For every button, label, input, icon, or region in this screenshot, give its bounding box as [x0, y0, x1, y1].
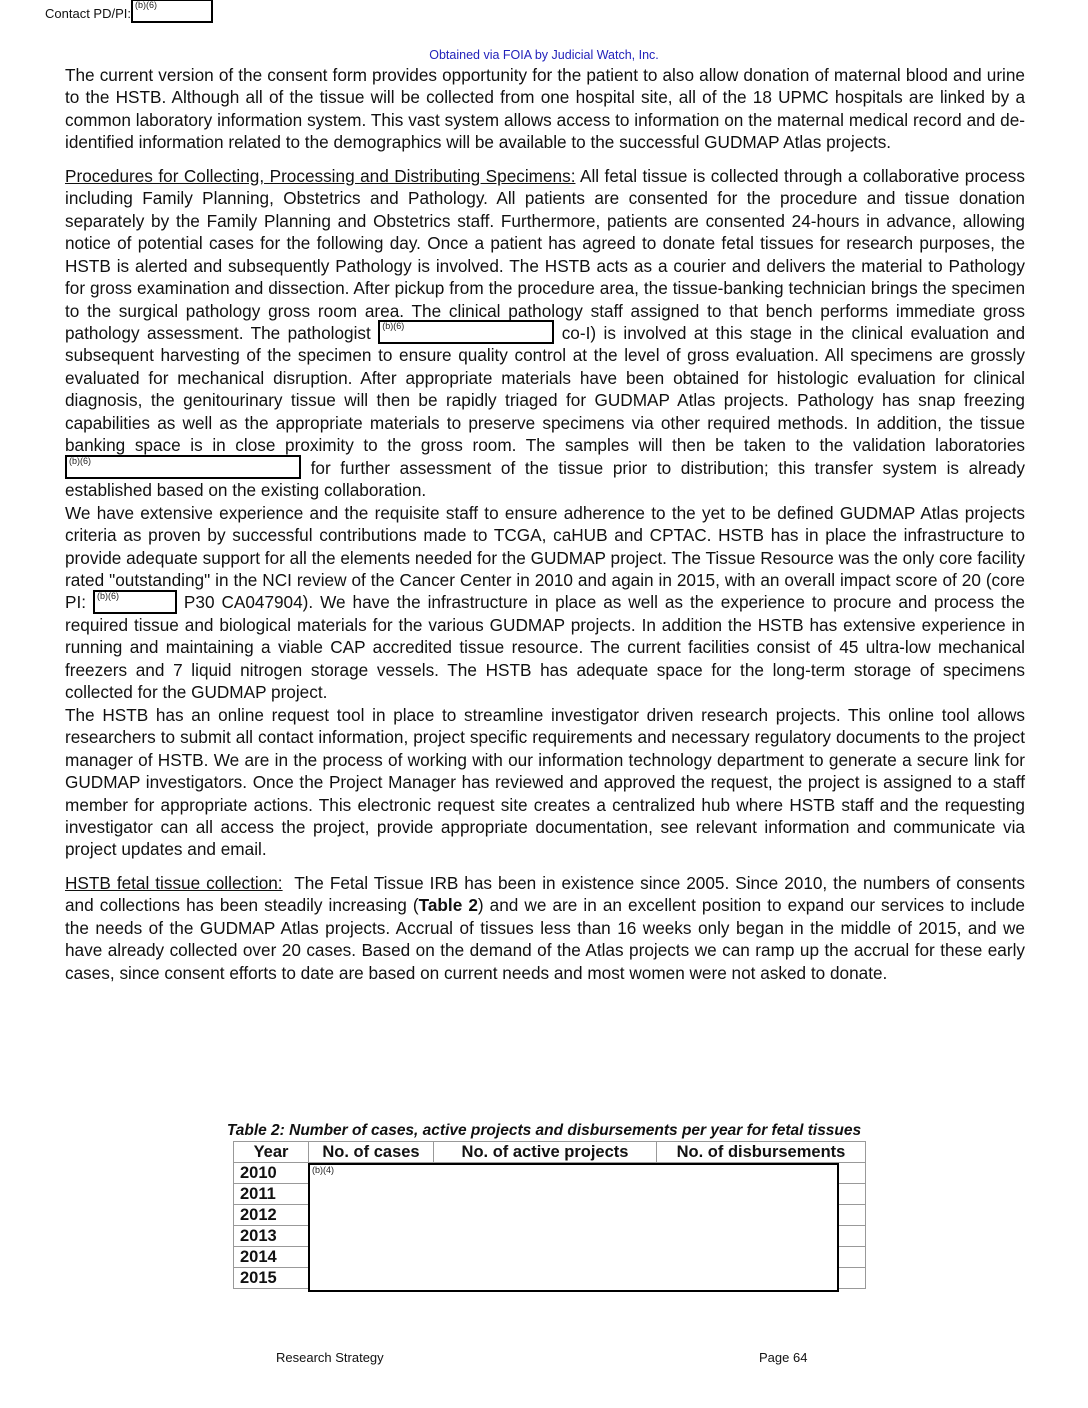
- year-cell: 2015: [234, 1268, 309, 1289]
- paragraph-experience: [65, 502, 1025, 704]
- table-caption: Table 2: Number of cases, active projects and disbursements per year for fetal tissues: [226, 1122, 862, 1139]
- paragraph-online-tool: The HSTB has an online request tool in place to streamline investigator driven research projects. This online tool allows researchers to submit all contact information, project specific requirements and necessary regulatory documents to the project manager of HSTB. We are in the process of working with our information technology department to generate a secure link for GUDMAP investigators. Once the Project Manager has reviewed and approved the request, the project is assigned to a staff member for appropriate actions. This electronic request site creates a centralized hub where HSTB staff and the requesting investigator can all access the project, provide appropriate documentation, see relevant information and communicate via project updates and email.: [65, 704, 1025, 860]
- paragraph-consent: The current version of the consent form provides opportunity for the patient to also allow donation of maternal blood and urine to the HSTB. Although all of the tissue will be collected from one hospital site, all of the 18 UPMC hospitals are linked by a common laboratory information system. This vast system allows access to information on the maternal medical record and de-identified information related to the demographics will be available to the successful GUDMAP Atlas projects.: [65, 65, 1025, 153]
- year-cell: 2013: [234, 1226, 309, 1247]
- redaction-box: [65, 455, 301, 479]
- column-header: Year: [234, 1142, 309, 1163]
- redaction-code: (b)(4): [312, 1165, 334, 1175]
- redaction-code: (b)(6): [96, 590, 119, 601]
- text: co-I) is involved at this stage in the clinical evaluation and subsequent harvesting of the specimen to ensure quality control at the level of gross evaluation. All specimens are grossly evaluated for mechanical disruption. After appropriate materials have been obtained for histologic evaluation for clinical diagnosis, the genitourinary tissue will then be rapidly triaged for GUDMAP Atlas projects. Pathology has snap freezing capabilities as well as the appropriate materials to preserve specimens via other required methods. In addition, the tissue banking space is in close proximity to the gross room. The samples will then be taken to the validation laboratories: [65, 322, 1026, 456]
- year-cell: 2012: [234, 1205, 309, 1226]
- column-header: No. of cases: [309, 1142, 434, 1163]
- year-cell: 2014: [234, 1247, 309, 1268]
- document-body: [65, 64, 1030, 984]
- table-reference: Table 2: [418, 895, 478, 916]
- paragraph-fetal-collection: [65, 872, 1030, 984]
- text: We have extensive experience and the requisite staff to ensure adherence to the yet to be defined GUDMAP Atlas projects criteria as proven by successful contributions made to TCGA, caHUB and CPTAC. HSTB has in place the infrastructure to provide adequate support for all the elements needed for the GUDMAP project. The Tissue Resource was the only core facility rated "outstanding" in the NCI review of the Cancer Center in 2010 and again in 2015, with an overall impact score of 20 (core PI:: [65, 502, 1025, 613]
- footer-page-number: Page 64: [759, 1350, 808, 1365]
- text: for further assessment of the tissue prior to distribution; this transfer system is already established based on the existing collaboration.: [65, 457, 1025, 501]
- contact-label: Contact PD/PI:: [45, 6, 131, 21]
- section-heading-fetal-collection: HSTB fetal tissue collection:: [65, 872, 283, 893]
- column-header: No. of disbursements: [657, 1142, 866, 1163]
- year-cell: 2011: [234, 1184, 309, 1205]
- text: ) and we are in an excellent position to expand our services to include the needs of the GUDMAP Atlas projects. Accrual of tissues less than 16 weeks only began in the middle of 2015, and we have already collected over 20 cases. Based on the demand of the Atlas projects we can ramp up the accrual for these early cases, since consent efforts to date are based on current needs and most women were not asked to donate.: [65, 895, 1025, 983]
- table-redaction-box: [308, 1163, 839, 1292]
- redaction-box: [93, 590, 177, 614]
- table-header-row: [234, 1142, 866, 1163]
- contact-pd-pi: [45, 0, 213, 23]
- redaction-code: (b)(6): [69, 456, 91, 467]
- year-cell: 2010: [234, 1163, 309, 1184]
- footer-section: Research Strategy: [276, 1350, 384, 1365]
- text: All fetal tissue is collected through a collaborative process including Family Planning, Obstetrics and Pathology. All patients are consented for the procedure and tissue donation separately by the Family Planning and Obstetrics staff. Furthermore, patients are consented 24-hours in advance, allowing notice of potential cases for the following day. Once a patient has agreed to donate fetal tissues for research purposes, the HSTB is alerted and subsequently Pathology is involved. The HSTB acts as a courier and delivers the material to Pathology for gross examination and dissection. After pickup from the procedure area, the tissue-banking technician brings the specimen to the surgical pathology gross room area. The clinical pathology staff assigned to that bench performs immediate gross pathology assessment. The pathologist: [65, 165, 1025, 343]
- paragraph-procedures: [65, 165, 1025, 502]
- redaction-code: (b)(6): [382, 321, 405, 332]
- redaction-box: [131, 0, 213, 23]
- column-header: No. of active projects: [434, 1142, 657, 1163]
- text: The Fetal Tissue IRB has been in existence since 2005. Since 2010, the numbers of consents and collections has been steadily increasing (: [65, 872, 1030, 916]
- text: P30 CA047904). We have the infrastructure in place as well as the experience to procure and process the required tissue and biological materials for the various GUDMAP projects. In addition the HSTB has extensive experience in running and maintaining a viable CAP accredited tissue resource. The current facilities consist of 45 ultra-low mechanical freezers and 7 liquid nitrogen storage vessels. The HSTB has adequate space for the long-term storage of specimens collected for the GUDMAP project.: [65, 592, 1025, 703]
- redaction-box: [378, 320, 554, 344]
- foia-notice-text: Obtained via FOIA by Judicial Watch, Inc.: [429, 48, 659, 62]
- redaction-code: (b)(6): [134, 0, 157, 10]
- section-heading-procedures: Procedures for Collecting, Processing and Distributing Specimens:: [65, 165, 576, 186]
- foia-notice: [0, 48, 1088, 62]
